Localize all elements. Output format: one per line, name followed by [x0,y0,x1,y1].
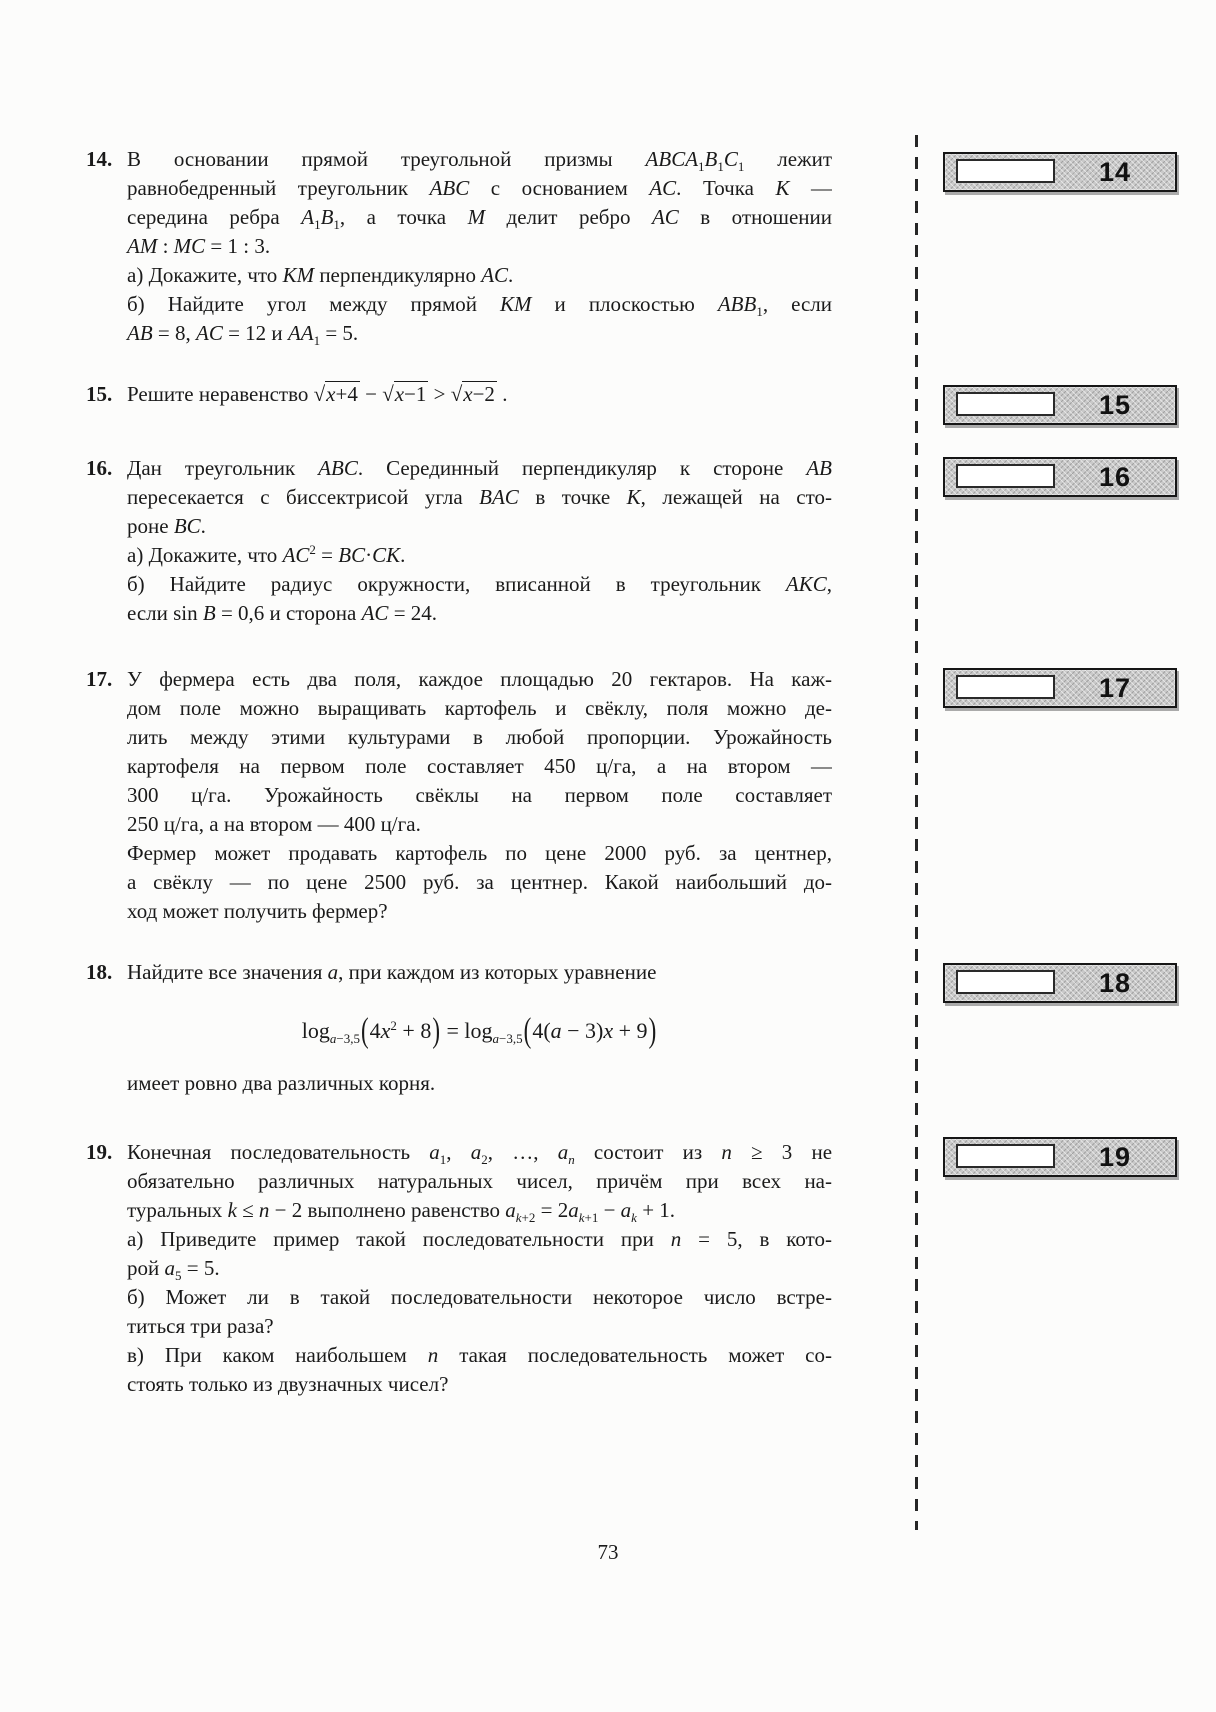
problem-line: Дан треугольник ABC. Серединный перпендикуляр к стороне AB [127,456,832,480]
problem-line: б) Может ли в такой последовательности некоторое число встре- [127,1285,832,1309]
answer-input-area [956,970,1055,994]
problem-number: 16. [86,456,113,480]
answer-box-number: 15 [1098,389,1132,420]
answer-box [943,668,1177,708]
problem-number: 17. [86,667,113,691]
problem-line: AM : MC = 1 : 3. [127,234,271,258]
problem-line: Найдите все значения a, при каждом из которых уравнение [127,960,657,984]
answer-box-number: 19 [1098,1141,1132,1172]
answer-input-area [956,675,1055,699]
problem-line: титься три раза? [127,1314,274,1338]
problem [86,665,832,926]
problem-text [127,1138,832,1399]
answer-box-number: 14 [1098,156,1132,187]
problem-line: а свёклу — по цене 2500 руб. за центнер. Какой наибольший до- [127,870,832,894]
problem [86,145,832,348]
problem-line: в) При каком наибольшем n такая последовательность может со- [127,1343,832,1367]
answer-box [943,1137,1177,1177]
cut-line-dashed [915,135,918,1530]
problem-line: б) Найдите радиус окружности, вписанной в треугольник AKC, [127,572,832,596]
sqrt-radical: √x+4 [313,382,358,406]
problem-number: 18. [86,960,113,984]
problem-formula: $\log_{a-3,5}(4x^2 + 8) = \log_{a-3,5}(4(a - 3)x + 9)$ [301,1011,657,1049]
problem-number: 14. [86,147,113,171]
problem-line: Фермер может продавать картофель по цене 2000 руб. за центнер, [127,841,832,865]
problem-line: роне BC. [127,514,206,538]
problem-line: Конечная последовательность $a_1$, $a_2$, …, $a_n$ состоит из n ≥ 3 не [127,1140,832,1167]
problem-line: стоять только из двузначных чисел? [127,1372,449,1396]
problem-text [127,958,832,1098]
problem-line: AB = 8, AC = 12 и $AA_1 = 5$. [127,321,359,348]
answer-input-area [956,1144,1055,1168]
problem [86,454,832,628]
problem-line: имеет ровно два различных корня. [127,1071,436,1095]
problem-line: лить между этими культурами в любой пропорции. Урожайность [127,725,832,749]
problem-line: пересекается с биссектрисой угла BAC в точке K, лежащей на сто- [127,485,832,509]
answer-box [943,152,1177,192]
problem-number: 19. [86,1140,113,1164]
problem-line: Решите неравенство √x+4 − √x−1 > √x−2 . [127,382,508,406]
problem-line: середина ребра $A_1B_1$, а точка M делит ребро AC в отношении [127,205,832,232]
problem-line: а) Приведите пример такой последовательности при n = 5, в кото- [127,1227,832,1251]
answer-box [943,963,1177,1003]
problem-line: б) Найдите угол между прямой KM и плоскостью $ABB_1$, если [127,292,832,319]
answer-input-area [956,464,1055,488]
answer-input-area [956,159,1055,183]
answer-input-area [956,392,1055,416]
answer-box [943,457,1177,497]
problem-line: В основании прямой треугольной призмы $ABCA_1B_1C_1$ лежит [127,147,832,174]
problem [86,958,832,1098]
problem-line: туральных k ≤ n − 2 выполнено равенство $a_{k+2} = 2a_{k+1} - a_k + 1$. [127,1198,676,1225]
page-number: 73 [597,1540,619,1564]
answer-box-number: 17 [1098,672,1132,703]
answer-box-number: 16 [1098,461,1132,492]
problem-line: равнобедренный треугольник ABC с основанием AC. Точка K — [127,176,832,200]
answer-box [943,385,1177,425]
problem-line: 300 ц/га. Урожайность свёклы на первом поле составляет [127,783,832,807]
problem-line: ход может получить фермер? [127,899,388,923]
problem-line: а) Докажите, что $AC^2 = BC\cdot CK$. [127,542,406,567]
problem-line: а) Докажите, что KM перпендикулярно AC. [127,263,514,287]
problem-number: 15. [86,382,113,406]
problem-line: обязательно различных натуральных чисел, причём при всех на- [127,1169,832,1193]
problem-line: если sin B = 0,6 и сторона AC = 24. [127,601,438,625]
problem-text [127,665,832,926]
problem-line: дом поле можно выращивать картофель и свёклу, поля можно де- [127,696,832,720]
problem-text [127,145,832,348]
problem-text [127,380,832,409]
sqrt-radical: √x−1 [382,382,427,406]
problem [86,380,832,409]
problem-line: У фермера есть два поля, каждое площадью 20 гектаров. На каж- [127,667,832,691]
problem-line: рой $a_5 = 5$. [127,1256,220,1283]
problem-line: 250 ц/га, а на втором — 400 ц/га. [127,812,421,836]
answer-box-number: 18 [1098,967,1132,998]
sqrt-radical: √x−2 [450,382,495,406]
problem [86,1138,832,1399]
problem-line: картофеля на первом поле составляет 450 ц/га, а на втором — [127,754,832,778]
problem-text [127,454,832,628]
